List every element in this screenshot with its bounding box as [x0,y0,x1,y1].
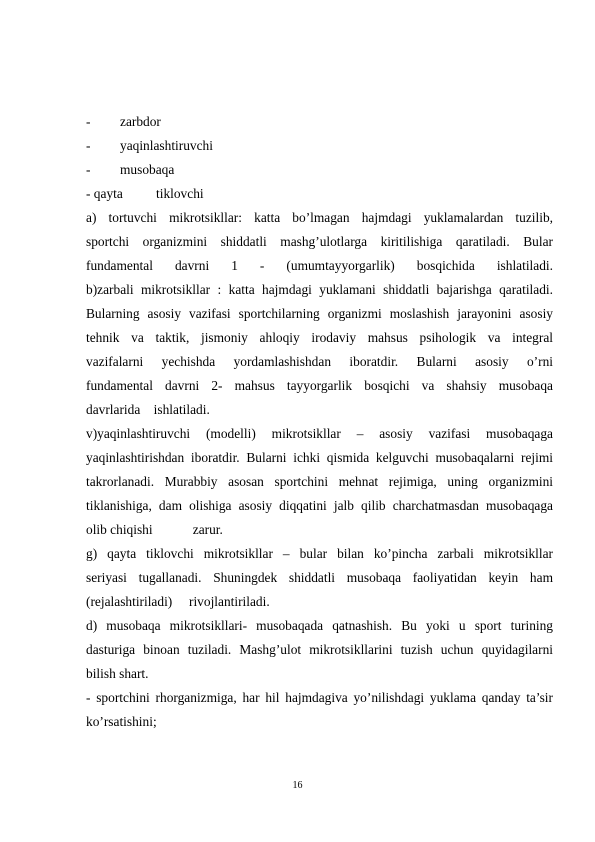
body-line: Bularning asosiy vazifasi sportchilarning organizmi moslashish jarayonini asosiy [86,306,553,321]
body-line: d) musobaqa mikrotsikllari- musobaqada qatnashish. Bu yoki u sport turining [86,618,553,633]
body-line: sportchi organizmini shiddatli mashg’ulotlarga kiritilishiga qaratiladi. Bular [86,234,553,249]
body-line: olib chiqishi zarur. [86,522,223,537]
body-line: davrlarida ishlatiladi. [86,402,210,417]
list-item-text: - qayta [86,186,123,201]
body-line: vazifalarni yechishda yordamlashishdan iboratdir. Bularni asosiy o’rni [86,354,553,369]
body-line: g) qayta tiklovchi mikrotsikllar – bular bilan ko’pincha zarbali mikrotsikllar [86,546,553,561]
list-item-text: yaqinlashtiruvchi [120,138,213,153]
body-line: tiklanishiga, dam olishiga asosiy diqqatini jalb qilib charchatmasdan musobaqaga [86,498,553,513]
list-item-text: musobaqa [120,162,175,177]
body-line: seriyasi tugallanadi. Shuningdek shiddatli musobaqa faoliyatidan keyin ham [86,570,553,585]
body-line: bilish shart. [86,666,149,681]
list-item-text: zarbdor [120,114,161,129]
body-line: v)yaqinlashtiruvchi (modelli) mikrotsikllar – asosiy vazifasi musobaqaga [86,426,553,441]
list-dash: - [86,162,91,177]
body-line: fundamental davrni 2- mahsus tayyorgarlik bosqichi va shahsiy musobaqa [86,378,553,393]
body-line: yaqinlashtirishdan iboratdir. Bularni ichki qismida kelguvchi musobaqalarni rejimi [86,450,553,465]
body-line: ko’rsatishini; [86,714,157,729]
body-line: (rejalashtiriladi) rivojlantiriladi. [86,594,270,609]
list-item-text: tiklovchi [156,186,204,201]
list-dash: - [86,138,91,153]
body-line: - sportchini rhorganizmiga, har hil hajmdagiva yo’nilishdagi yuklama qanday ta’sir [86,690,553,705]
list-dash: - [86,114,91,129]
body-line: b)zarbali mikrotsikllar : katta hajmdagi yuklamani shiddatli bajarishga qaratiladi. [86,282,553,297]
body-line: a) tortuvchi mikrotsikllar: katta bo’lmagan hajmdagi yuklamalardan tuzilib, [86,210,553,225]
body-line: takrorlanadi. Murabbiy asosan sportchini mehnat rejimiga, uning organizmini [86,474,553,489]
body-line: tehnik va taktik, jismoniy ahloqiy irodaviy mahsus psihologik va integral [86,330,553,345]
page-number: 16 [292,780,303,791]
body-line: dasturiga binoan tuziladi. Mashg’ulot mikrotsikllarini tuzish uchun quyidagilarni [86,642,553,657]
body-line: fundamental davrni 1 - (umumtayyorgarlik) bosqichida ishlatiladi. [86,258,553,273]
